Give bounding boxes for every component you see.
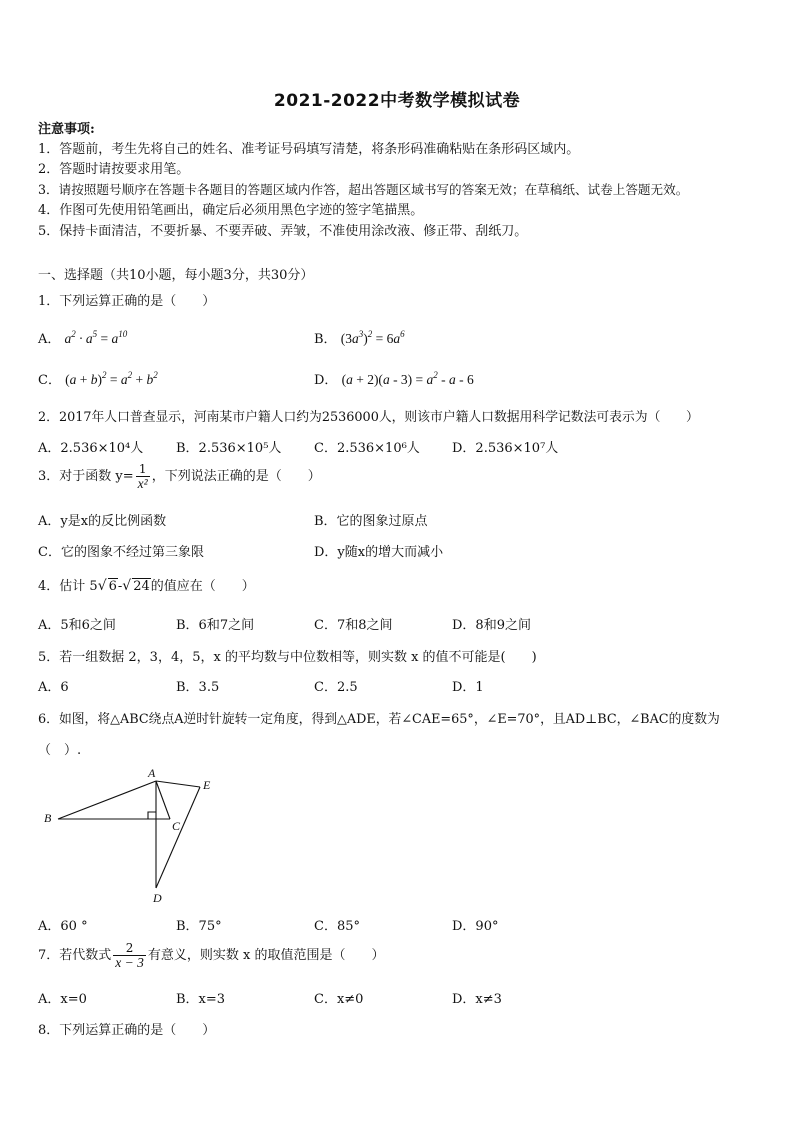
q6-option-b: B．75°: [176, 919, 222, 934]
notes-heading: 注意事项:: [38, 122, 95, 137]
question-6-stem-cont: （ ）.: [38, 743, 82, 758]
q5-option-d: D．1: [452, 680, 484, 695]
fraction-denominator: x − 3: [115, 955, 144, 970]
q7-option-b: B．x=3: [176, 992, 226, 1007]
q7-stem-post: 有意义，则实数 x 的取值范围是（ ）: [147, 948, 385, 963]
q4-stem-post: 的值应在（ ）: [150, 579, 255, 594]
option-label: A．: [38, 332, 61, 347]
segment-de: [156, 787, 200, 888]
q1-option-d-expr: $(a + 2)(a - 3) = a^2 - a - 6$: [341, 370, 474, 387]
q3-option-c: C．它的图象不经过第三象限: [38, 545, 204, 560]
q6-triangle-figure: [40, 764, 220, 908]
label-e: E: [203, 778, 211, 792]
segment-ae: [156, 781, 200, 787]
fraction-numerator: 1: [138, 462, 147, 476]
fraction-numerator: 2: [125, 941, 134, 955]
radicand: 6: [108, 579, 117, 594]
note-item: 4．作图可先使用铅笔画出，确定后必须用黑色字迹的签字笔描黑。: [38, 203, 424, 218]
q3-option-b: B．它的图象过原点: [314, 514, 428, 529]
q4-option-a: A．5和6之间: [38, 618, 116, 633]
page-title: 2021-2022中考数学模拟试卷: [273, 91, 521, 111]
label-b: B: [44, 811, 52, 825]
option-label: D．: [314, 373, 338, 388]
q6-option-a: A．60 °: [38, 919, 88, 934]
question-6-stem: 6．如图，将△ABC绕点A逆时针旋转一定角度，得到△ADE，若∠CAE=65°，∠E=70°，且AD⊥BC，∠BAC的度数为: [38, 712, 720, 727]
q3-option-d: D．y随x的增大而减小: [314, 545, 444, 560]
sqrt-icon: √: [97, 578, 107, 594]
q4-option-d: D．8和9之间: [452, 618, 531, 633]
q5-option-a: A．6: [38, 680, 69, 695]
segment-ab: [58, 781, 156, 819]
q3-fraction: [136, 463, 150, 490]
label-d: D: [153, 891, 162, 905]
radicand: 24: [133, 579, 150, 594]
q2-option-a: A．2.536×10⁴人: [38, 441, 144, 456]
q2-option-b: B．2.536×10⁵人: [176, 441, 282, 456]
note-item: 1．答题前，考生先将自己的姓名、准考证号码填写清楚，将条形码准确粘贴在条形码区域内。: [38, 142, 580, 157]
label-c: C: [172, 819, 181, 833]
q3-stem-post: ，下列说法正确的是（ ）: [151, 469, 321, 484]
section-heading: 一、选择题（共10小题，每小题3分，共30分）: [38, 268, 314, 283]
q5-option-c: C．2.5: [314, 680, 358, 695]
q4-option-b: B．6和7之间: [176, 618, 255, 633]
q7-fraction: [113, 942, 146, 969]
question-3-stem: [38, 463, 321, 490]
question-1-stem: 1．下列运算正确的是（ ）: [38, 294, 216, 309]
q3-option-a: A．y是x的反比例函数: [38, 514, 167, 529]
q7-option-d: D．x≠3: [452, 992, 502, 1007]
q2-option-c: C．2.536×10⁶人: [314, 441, 420, 456]
fraction-denominator: x²: [137, 476, 148, 491]
q3-stem-pre: 3．对于函数 y=: [38, 469, 134, 484]
q7-option-c: C．x≠0: [314, 992, 364, 1007]
q1-option-a-expr: $a^2 \cdot a^5 = a^{10}$: [64, 329, 128, 346]
note-item: 3．请按照题号顺序在答题卡各题目的答题区域内作答，超出答题区域书写的答案无效；在草稿纸、试卷上答题无效。: [38, 182, 689, 197]
q1-option-c: [38, 369, 158, 388]
q4-option-c: C．7和8之间: [314, 618, 393, 633]
q5-option-b: B．3.5: [176, 680, 220, 695]
option-label: B．: [314, 332, 337, 347]
q1-option-a: [38, 328, 127, 347]
q1-option-b: [314, 328, 405, 347]
note-item: 2．答题时请按要求用笔。: [38, 162, 190, 177]
question-5-stem: 5．若一组数据 2，3，4，5，x 的平均数与中位数相等，则实数 x 的值不可能是( ): [38, 650, 537, 665]
right-angle-mark: [148, 812, 156, 819]
label-a: A: [148, 766, 156, 780]
q4-stem-pre: 4．估计 5: [38, 579, 98, 594]
q7-option-a: A．x=0: [38, 992, 87, 1007]
q1-option-c-expr: $(a + b)^2 = a^2 + b^2$: [65, 370, 158, 387]
question-2-stem: 2．2017年人口普查显示，河南某市户籍人口约为2536000人，则该市户籍人口数据用科学记数法可表示为（ ）: [38, 410, 699, 425]
question-8-stem: 8．下列运算正确的是（ ）: [38, 1023, 216, 1038]
q4-minus: -: [117, 579, 123, 594]
question-7-stem: [38, 942, 385, 969]
segment-ac: [156, 781, 170, 819]
q1-option-d: [314, 369, 474, 388]
q1-option-b-expr: $(3a^3)^2 = 6a^6$: [340, 329, 405, 346]
q6-option-d: D．90°: [452, 919, 499, 934]
option-label: C．: [38, 373, 61, 388]
q2-option-d: D．2.536×10⁷人: [452, 441, 559, 456]
q6-option-c: C．85°: [314, 919, 360, 934]
question-4-stem: [38, 575, 255, 594]
note-item: 5．保持卡面清洁，不要折暴、不要弄破、弄皱，不准使用涂改液、修正带、刮纸刀。: [38, 224, 528, 239]
sqrt-icon: √: [122, 578, 132, 594]
q7-stem-pre: 7．若代数式: [38, 948, 112, 963]
